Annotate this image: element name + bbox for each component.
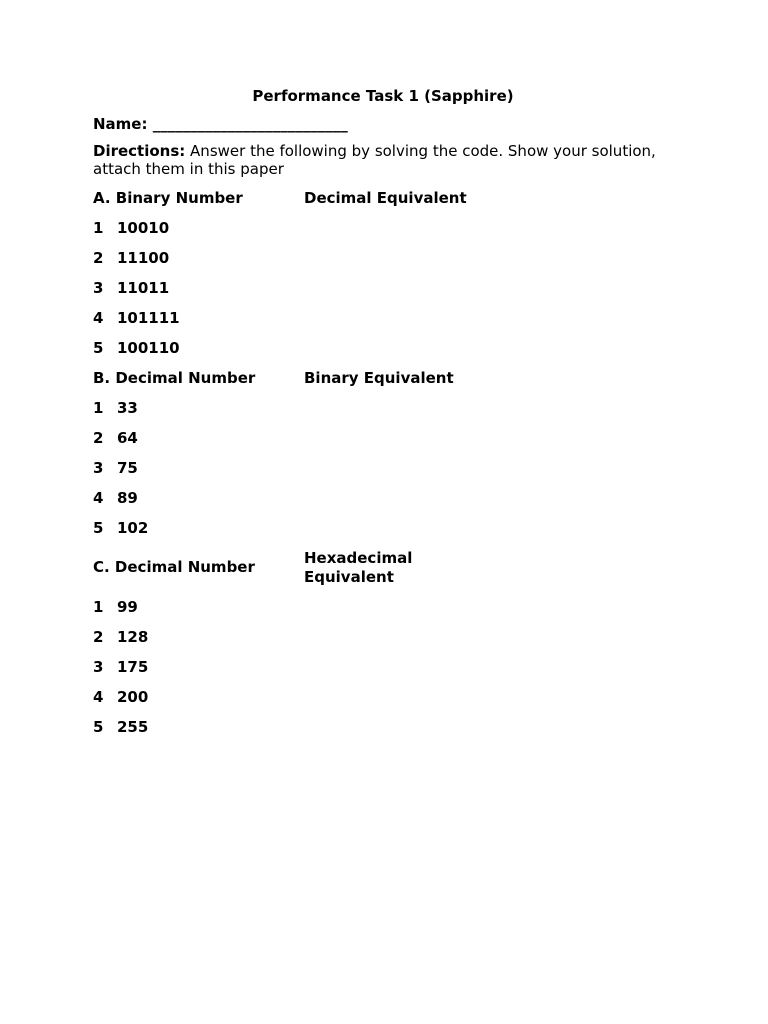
list-item xyxy=(93,418,683,448)
item-value: 102 xyxy=(117,519,149,537)
item-value: 128 xyxy=(117,628,149,646)
section-a xyxy=(93,188,683,358)
list-item xyxy=(93,677,683,707)
item-value: 64 xyxy=(117,429,138,447)
list-item xyxy=(93,448,683,478)
item-number: 2 xyxy=(93,249,104,267)
list-item xyxy=(93,508,683,538)
section-a-left-header: A. Binary Number xyxy=(93,188,243,207)
section-b-left-header: B. Decimal Number xyxy=(93,368,256,387)
name-field-line xyxy=(93,114,683,134)
name-label: Name: xyxy=(93,115,148,133)
item-value: 11100 xyxy=(117,249,170,267)
item-number: 4 xyxy=(93,688,104,706)
item-number: 3 xyxy=(93,459,104,477)
section-c xyxy=(93,538,683,737)
section-a-right-header: Decimal Equivalent xyxy=(304,188,467,207)
item-number: 1 xyxy=(93,399,104,417)
section-b-right-header: Binary Equivalent xyxy=(304,368,454,387)
item-value: 100110 xyxy=(117,339,180,357)
item-value: 99 xyxy=(117,598,138,616)
item-number: 5 xyxy=(93,339,104,357)
item-value: 75 xyxy=(117,459,138,477)
item-value: 89 xyxy=(117,489,138,507)
list-item xyxy=(93,268,683,298)
document-title: Performance Task 1 (Sapphire) xyxy=(252,87,514,105)
document-page xyxy=(93,86,683,737)
item-value: 200 xyxy=(117,688,149,706)
directions-paragraph xyxy=(93,142,683,178)
section-c-header xyxy=(93,538,683,587)
item-number: 2 xyxy=(93,628,104,646)
section-c-left-header: C. Decimal Number xyxy=(93,558,255,576)
list-item xyxy=(93,298,683,328)
item-number: 2 xyxy=(93,429,104,447)
section-b-header xyxy=(93,358,683,388)
list-item xyxy=(93,238,683,268)
item-value: 255 xyxy=(117,718,149,736)
list-item xyxy=(93,328,683,358)
list-item xyxy=(93,478,683,508)
item-value: 101111 xyxy=(117,309,180,327)
section-b xyxy=(93,358,683,538)
list-item xyxy=(93,388,683,418)
section-a-header xyxy=(93,188,683,208)
item-number: 5 xyxy=(93,519,104,537)
item-value: 175 xyxy=(117,658,149,676)
list-item xyxy=(93,647,683,677)
name-blank: __________________________ xyxy=(152,115,348,133)
list-item xyxy=(93,208,683,238)
directions-label: Directions: xyxy=(93,142,186,160)
list-item xyxy=(93,587,683,617)
section-c-right-header: Hexadecimal Equivalent xyxy=(304,548,413,586)
list-item xyxy=(93,707,683,737)
item-value: 11011 xyxy=(117,279,170,297)
list-item xyxy=(93,617,683,647)
directions-text: Answer the following by solving the code. Show your solution, attach them in this paper xyxy=(93,142,656,178)
item-number: 1 xyxy=(93,598,104,616)
item-value: 10010 xyxy=(117,219,170,237)
item-number: 3 xyxy=(93,658,104,676)
item-value: 33 xyxy=(117,399,138,417)
item-number: 1 xyxy=(93,219,104,237)
item-number: 4 xyxy=(93,489,104,507)
item-number: 5 xyxy=(93,718,104,736)
item-number: 4 xyxy=(93,309,104,327)
item-number: 3 xyxy=(93,279,104,297)
